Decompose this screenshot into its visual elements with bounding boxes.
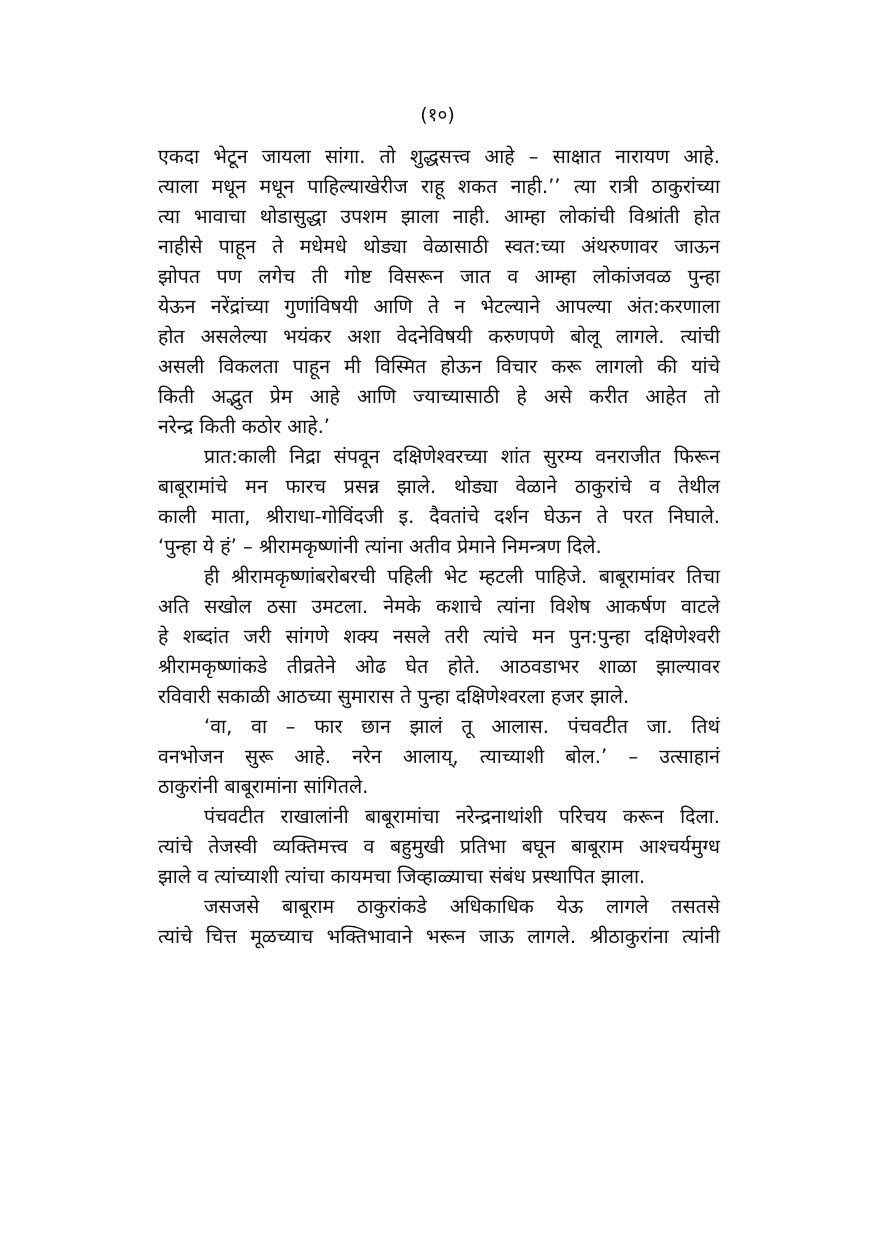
text-line: बाबूरामांचे मन फारच प्रसन्न झाले. थोड्या वेळाने ठाकुरांचे व तेथील [158, 475, 720, 498]
text-line: नरेन्द्र किती कठोर आहे.’ [158, 415, 330, 438]
text-line: नाहीसे पाहून ते मधेमधे थोड्या वेळासाठी स्वत:च्या अंथरुणावर जाऊन [158, 235, 720, 258]
text-line: वनभोजन सुरू आहे. नरेन आलाय्, त्याच्याशी बोल.’ – उत्साहानं [158, 745, 720, 768]
page-number: (१०) [420, 104, 455, 126]
text-line: येऊन नरेंद्रांच्या गुणांविषयी आणि ते न भेटल्याने आपल्या अंत:करणाला [158, 295, 720, 318]
text-line: होत असलेल्या भयंकर अशा वेदनेविषयी करुणपणे बोलू लागले. त्यांची [158, 325, 720, 348]
text-line: प्रात:काली निद्रा संपवून दक्षिणेश्वरच्या शांत सुरम्य वनराजीत फिरून [204, 445, 720, 468]
text-line: ‘वा, वा – फार छान झालं तू आलास. पंचवटीत जा. तिथं [204, 715, 720, 738]
text-line: पंचवटीत राखालांनी बाबूरामांचा नरेन्द्रनाथांशी परिचय करून दिला. [204, 805, 720, 828]
text-line: ठाकुरांनी बाबूरामांना सांगितले. [158, 775, 369, 798]
text-line: एकदा भेटून जायला सांगा. तो शुद्धसत्त्व आहे – साक्षात नारायण आहे. [158, 145, 720, 168]
text-line: त्यांचे चित्त मूळच्याच भक्तिभावाने भरून जाऊ लागले. श्रीठाकुरांना त्यांनी [158, 925, 720, 948]
text-line: काली माता, श्रीराधा-गोविंदजी इ. दैवतांचे दर्शन घेऊन ते परत निघाले. [158, 505, 720, 528]
text-line: झोपत पण लगेच ती गोष्ट विसरून जात व आम्हा लोकांजवळ पुन्हा [158, 265, 720, 288]
text-line: अति सखोल ठसा उमटला. नेमके कशाचे त्यांना विशेष आकर्षण वाटले [158, 595, 720, 618]
text-line: त्याला मधून मधून पाहिल्याखेरीज राहू शकत नाही.’’ त्या रात्री ठाकुरांच्या [158, 175, 720, 198]
text-line: ही श्रीरामकृष्णांबरोबरची पहिली भेट म्हटली पाहिजे. बाबूरामांवर तिचा [204, 565, 720, 588]
text-line: ‘पुन्हा ये हं’ – श्रीरामकृष्णांनी त्यांना अतीव प्रेमाने निमन्त्रण दिले. [158, 535, 602, 558]
text-line: असली विकलता पाहून मी विस्मित होऊन विचार करू लागलो की यांचे [158, 355, 720, 378]
text-line: रविवारी सकाळी आठच्या सुमारास ते पुन्हा दक्षिणेश्वरला हजर झाले. [158, 685, 630, 708]
text-line: त्यांचे तेजस्वी व्यक्तिमत्त्व व बहुमुखी प्रतिभा बघून बाबूराम आश्चर्यमुग्ध [158, 835, 720, 858]
text-line: किती अद्भुत प्रेम आहे आणि ज्याच्यासाठी हे असे करीत आहेत तो [158, 385, 720, 408]
text-line: हे शब्दांत जरी सांगणे शक्य नसले तरी त्यांचे मन पुन:पुन्हा दक्षिणेश्वरी [158, 625, 720, 648]
text-line: झाले व त्यांच्याशी त्यांचा कायमचा जिव्हाळ्याचा संबंध प्रस्थापित झाला. [158, 865, 646, 888]
text-line: जसजसे बाबूराम ठाकुरांकडे अधिकाधिक येऊ लागले तसतसे [204, 895, 720, 918]
text-line: त्या भावाचा थोडासुद्धा उपशम झाला नाही. आम्हा लोकांची विश्रांती होत [158, 205, 720, 228]
body-text [158, 142, 720, 952]
text-line: श्रीरामकृष्णांकडे तीव्रतेने ओढ घेत होते. आठवडाभर शाळा झाल्यावर [158, 655, 720, 678]
